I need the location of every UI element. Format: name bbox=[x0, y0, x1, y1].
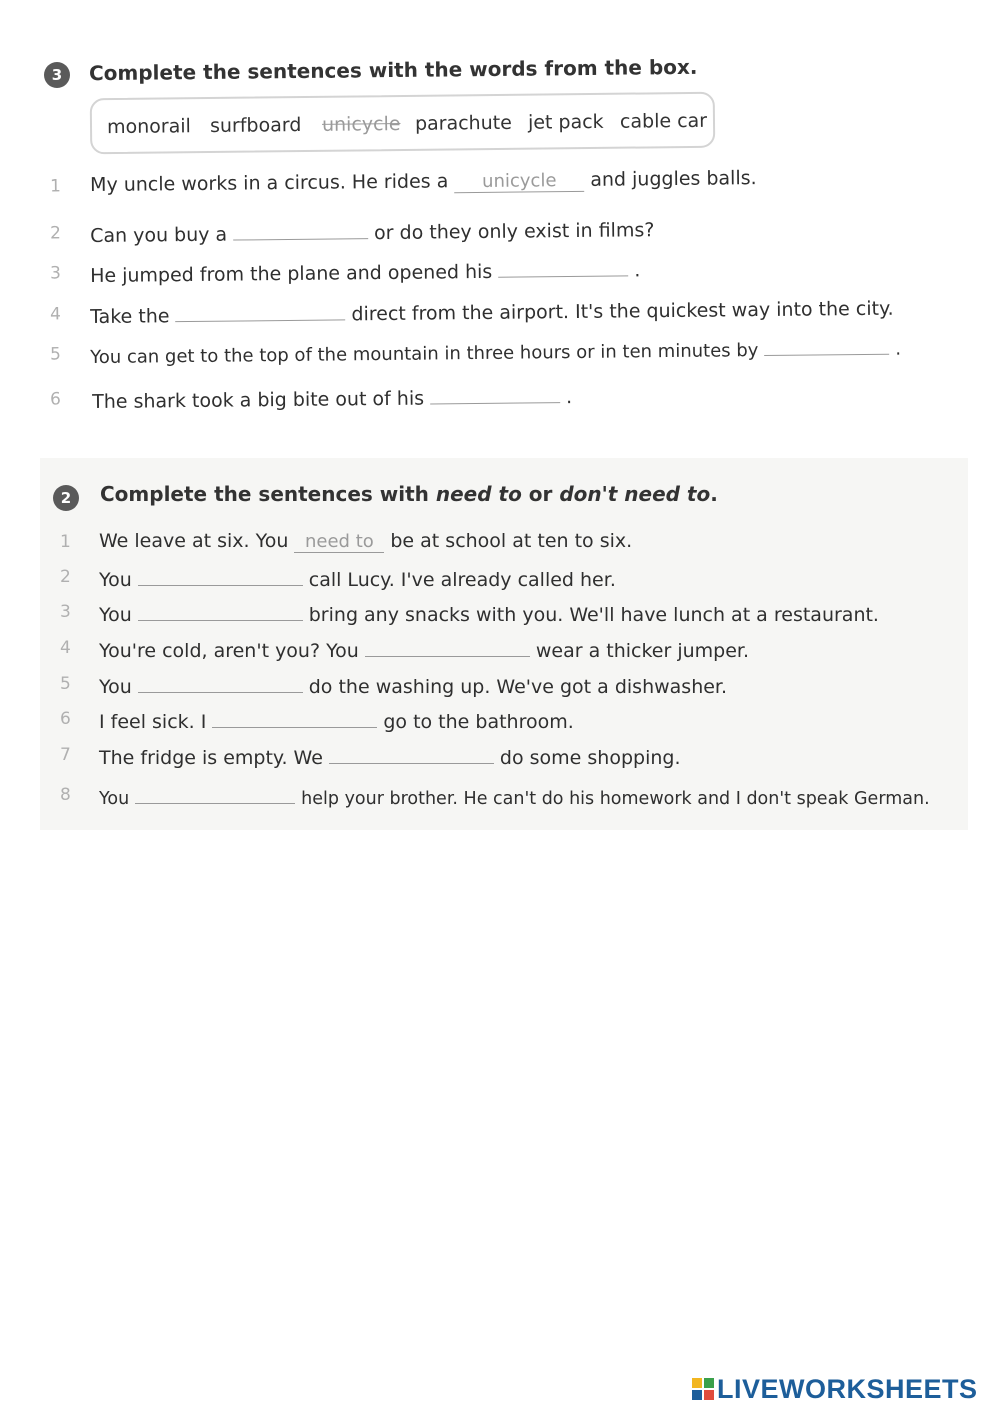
answer-blank[interactable] bbox=[365, 636, 530, 657]
sentence-text bbox=[99, 636, 749, 662]
sentence-text bbox=[90, 334, 901, 368]
item-number: 4 bbox=[50, 304, 62, 325]
item-number: 5 bbox=[50, 344, 62, 365]
item-number: 4 bbox=[60, 638, 71, 658]
sentence-before: You bbox=[99, 676, 132, 698]
sentence-before: Take the bbox=[90, 305, 170, 329]
word-monorail: monorail bbox=[106, 115, 191, 139]
exercise-1-title: Complete the sentences with the words from the box. bbox=[88, 54, 698, 86]
sentence-after: . bbox=[634, 259, 641, 282]
item-number: 8 bbox=[60, 785, 71, 805]
item-number: 6 bbox=[60, 709, 71, 729]
sentence-after: wear a thicker jumper. bbox=[535, 640, 750, 662]
title-part: . bbox=[710, 482, 718, 506]
sentence-text bbox=[92, 382, 572, 413]
sentence-text bbox=[90, 167, 757, 197]
sentence-text bbox=[90, 215, 654, 247]
sentence-before: He jumped from the plane and opened his bbox=[90, 260, 493, 288]
sentence-after: do the washing up. We've got a dishwasher. bbox=[308, 676, 728, 698]
item-number: 7 bbox=[60, 745, 71, 765]
sentence-before: My uncle works in a circus. He rides a bbox=[89, 170, 449, 197]
answer-blank[interactable] bbox=[138, 600, 303, 621]
liveworksheets-mark-icon bbox=[692, 1378, 714, 1400]
sentence-after: and juggles balls. bbox=[590, 167, 757, 191]
sentence-after: bring any snacks with you. We'll have lunch at a restaurant. bbox=[308, 604, 879, 626]
item-number: 1 bbox=[60, 532, 71, 552]
sentence-before: You're cold, aren't you? You bbox=[99, 640, 359, 662]
answer-blank[interactable] bbox=[764, 334, 889, 356]
answer-blank[interactable]: need to bbox=[294, 532, 384, 553]
answer-blank[interactable] bbox=[329, 743, 494, 764]
logo-text: LIVEWORKSHEETS bbox=[717, 1374, 978, 1404]
sentence-after: do some shopping. bbox=[499, 747, 681, 769]
item-number: 5 bbox=[60, 674, 71, 694]
sentence-after: be at school at ten to six. bbox=[390, 530, 633, 552]
title-emphasis-need-to: need to bbox=[435, 482, 522, 506]
answer-blank[interactable] bbox=[138, 672, 303, 693]
sentence-before: The fridge is empty. We bbox=[99, 747, 323, 769]
answer-blank[interactable] bbox=[135, 783, 295, 804]
answer-blank[interactable]: unicycle bbox=[454, 171, 584, 193]
answer-blank[interactable] bbox=[430, 382, 560, 404]
sentence-text bbox=[99, 743, 681, 769]
sentence-before: You bbox=[99, 789, 130, 809]
sentence-before: Can you buy a bbox=[90, 223, 228, 248]
answer-blank[interactable] bbox=[175, 299, 345, 322]
exercise-1-number-badge: 3 bbox=[44, 62, 70, 88]
sentence-after: . bbox=[895, 338, 902, 360]
item-number: 2 bbox=[60, 567, 71, 587]
answer-blank[interactable] bbox=[212, 707, 377, 728]
answer-blank[interactable] bbox=[233, 218, 368, 240]
sentence-text bbox=[99, 565, 616, 591]
sentence-after: go to the bathroom. bbox=[383, 711, 574, 733]
exercise-2-title bbox=[100, 482, 718, 506]
sentence-text bbox=[90, 294, 894, 328]
title-part: or bbox=[521, 482, 560, 506]
title-part: Complete the sentences with bbox=[100, 482, 436, 506]
answer-blank[interactable] bbox=[138, 565, 303, 586]
exercise-2-number-badge: 2 bbox=[53, 485, 79, 511]
sentence-after: . bbox=[565, 386, 573, 409]
sentence-before: You can get to the top of the mountain in three hours or in ten minutes by bbox=[90, 340, 759, 369]
word-parachute: parachute bbox=[414, 111, 512, 135]
sentence-after: help your brother. He can't do his homework and I don't speak German. bbox=[301, 789, 930, 809]
sentence-before: I feel sick. I bbox=[99, 711, 207, 733]
word-unicycle: unicycle bbox=[321, 113, 401, 136]
sentence-text bbox=[99, 530, 632, 553]
sentence-after: or do they only exist in films? bbox=[374, 219, 655, 245]
sentence-text bbox=[90, 255, 640, 287]
item-number: 3 bbox=[60, 602, 71, 622]
title-emphasis-dont-need-to: don't need to bbox=[559, 482, 711, 506]
sentence-before: You bbox=[99, 604, 132, 626]
answer-blank[interactable] bbox=[498, 255, 628, 277]
sentence-text bbox=[99, 600, 879, 626]
word-surfboard: surfboard bbox=[209, 114, 302, 138]
sentence-before: You bbox=[99, 569, 132, 591]
word-box bbox=[90, 92, 716, 155]
item-number: 3 bbox=[50, 263, 62, 284]
liveworksheets-logo bbox=[692, 1374, 978, 1405]
sentence-after: call Lucy. I've already called her. bbox=[308, 569, 616, 591]
sentence-text bbox=[99, 707, 574, 733]
sentence-after: direct from the airport. It's the quickest way into the city. bbox=[351, 297, 894, 326]
item-number: 1 bbox=[50, 176, 62, 197]
sentence-text bbox=[99, 783, 930, 809]
word-jet-pack: jet pack bbox=[527, 110, 604, 134]
sentence-before: We leave at six. You bbox=[99, 530, 289, 552]
item-number: 6 bbox=[50, 389, 62, 410]
sentence-text bbox=[99, 672, 727, 698]
sentence-before: The shark took a big bite out of his bbox=[92, 387, 425, 414]
word-cable-car: cable car bbox=[619, 109, 708, 133]
item-number: 2 bbox=[50, 223, 62, 244]
